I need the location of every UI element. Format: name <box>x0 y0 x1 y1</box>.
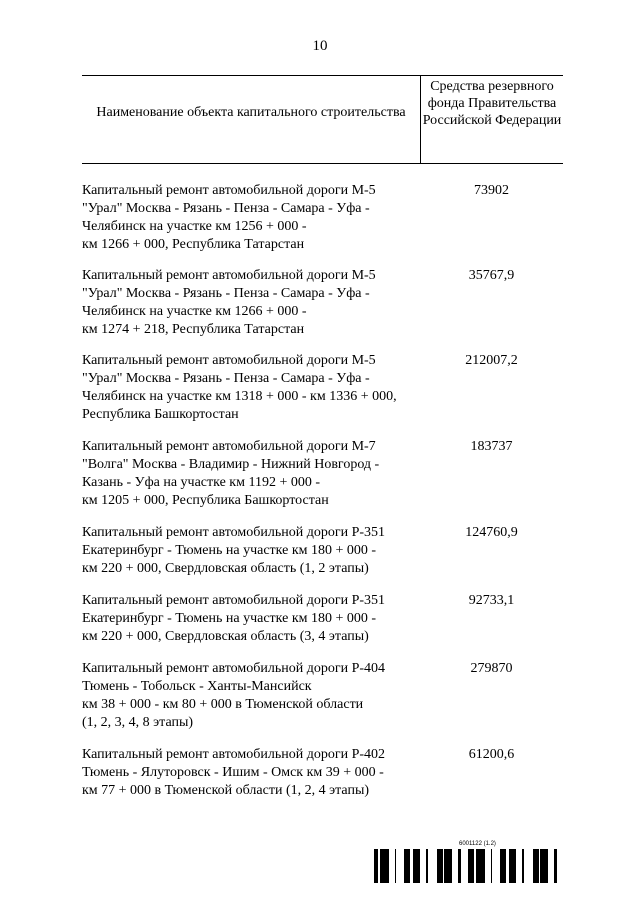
object-name: Капитальный ремонт автомобильной дороги М-5 "Урал" Москва - Рязань - Пенза - Самара - Уфа - Челябинск на участке км 1266 + 000 - км 1274 + 218, Республика Татарстан <box>82 268 376 337</box>
amount: 92733,1 <box>468 593 515 608</box>
barcode <box>374 849 564 883</box>
amount: 183737 <box>470 439 513 454</box>
amount: 279870 <box>470 661 513 676</box>
document-code: 6001122 (1.2) <box>459 841 496 847</box>
object-name: Капитальный ремонт автомобильной дороги Р-404 Тюмень - Тобольск - Ханты-Мансийск км 38 + 000 - км 80 + 000 в Тюменской области (1, 2, 3, 4, 8 этапы) <box>82 661 386 730</box>
object-name: Капитальный ремонт автомобильной дороги Р-402 Тюмень - Ялуторовск - Ишим - Омск км 39 + 000 - км 77 + 000 в Тюменской области (1, 2, 4 этапы) <box>82 747 386 798</box>
amount: 61200,6 <box>468 747 515 762</box>
object-name: Капитальный ремонт автомобильной дороги М-7 "Волга" Москва - Владимир - Нижний Новгород - Казань - Уфа на участке км 1192 + 000 - км 1205 + 000, Республика Башкортостан <box>82 439 380 508</box>
header-reserve-fund: Средства резервного фонда Правительства Российской Федерации <box>422 79 562 128</box>
object-name: Капитальный ремонт автомобильной дороги Р-351 Екатеринбург - Тюмень на участке км 180 + 000 - км 220 + 000, Свердловская область (3, 4 этапы) <box>82 593 386 644</box>
amount: 212007,2 <box>465 353 518 368</box>
amount: 124760,9 <box>465 525 518 540</box>
object-name: Капитальный ремонт автомобильной дороги М-5 "Урал" Москва - Рязань - Пенза - Самара - Уфа - Челябинск на участке км 1256 + 000 - км 1266 + 000, Республика Татарстан <box>82 183 376 252</box>
table-header-rule <box>82 163 563 164</box>
object-name: Капитальный ремонт автомобильной дороги Р-351 Екатеринбург - Тюмень на участке км 180 + 000 - км 220 + 000, Свердловская область (1, 2 этапы) <box>82 525 386 576</box>
page-number: 10 <box>312 38 328 54</box>
table-top-rule <box>82 75 563 76</box>
amount: 35767,9 <box>468 268 515 283</box>
amount: 73902 <box>474 183 509 198</box>
object-name: Капитальный ремонт автомобильной дороги М-5 "Урал" Москва - Рязань - Пенза - Самара - Уфа - Челябинск на участке км 1318 + 000 - км 1336 + 000, Республика Башкортостан <box>82 353 397 422</box>
header-object-name: Наименование объекта капитального строительства <box>96 105 406 120</box>
